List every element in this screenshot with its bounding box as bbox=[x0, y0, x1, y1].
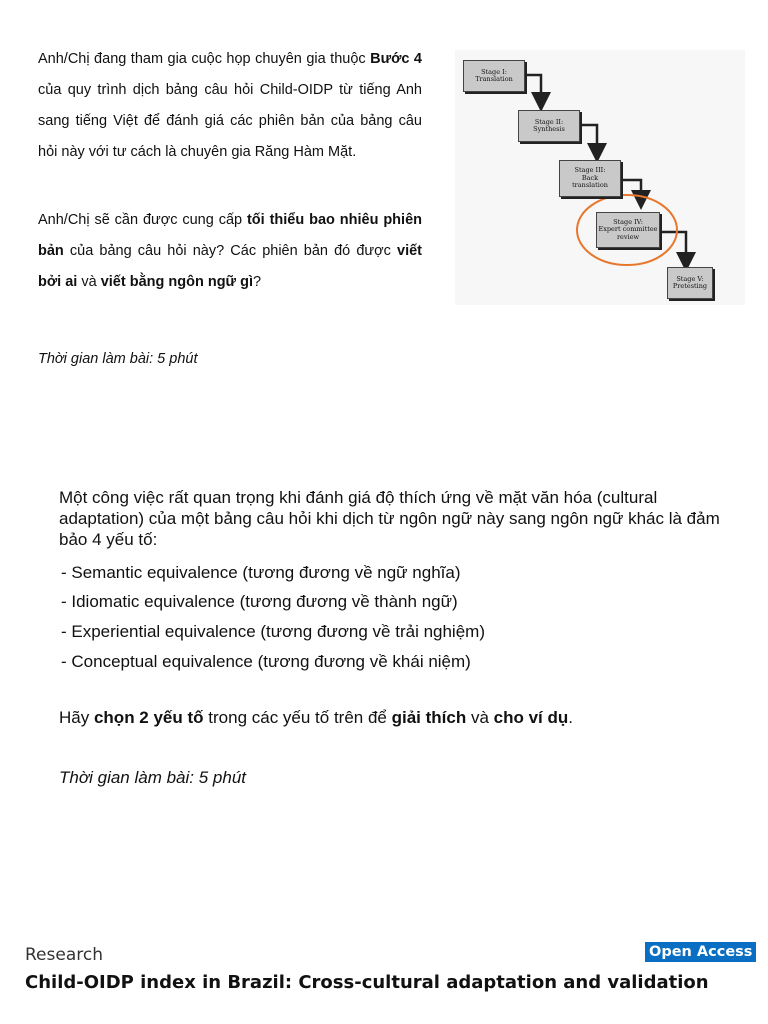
section-label: Research bbox=[25, 945, 103, 965]
equivalence-intro: Một công việc rất quan trọng khi đánh giá độ thích ứng về mặt văn hóa (cultural adaptation) của một bảng câu hỏi khi dịch từ ngôn ngữ này sang ngôn ngữ khác là đảm bảo 4 yếu tố: bbox=[59, 488, 720, 549]
stage-4: Stage IV: Expert committee review bbox=[596, 212, 660, 248]
open-access-badge[interactable]: Open Access bbox=[645, 942, 756, 962]
arrow-1 bbox=[525, 75, 541, 102]
instruction-paragraph-1: Anh/Chị đang tham gia cuộc họp chuyên gia thuộc Bước 4 của quy trình dịch bảng câu hỏi Child-OIDP từ tiếng Anh sang tiếng Việt để đánh giá các phiên bản của bảng câu hỏi này với tư cách là chuyên gia Răng Hàm Mặt. bbox=[38, 51, 422, 160]
stage-1: Stage I: Translation bbox=[463, 60, 525, 92]
time-limit-2: Thời gian làm bài: 5 phút bbox=[59, 768, 246, 787]
article-title[interactable]: Child-OIDP index in Brazil: Cross-cultural adaptation and validation bbox=[25, 972, 709, 993]
step-label: Bước 4 bbox=[370, 51, 422, 67]
stage-3: Stage III: Back translation bbox=[559, 160, 621, 197]
time-limit-1: Thời gian làm bài: 5 phút bbox=[38, 351, 198, 367]
arrow-2 bbox=[580, 125, 597, 153]
list-item: - Experiential equivalence (tương đương về trải nghiệm) bbox=[61, 622, 485, 641]
stage-diagram bbox=[455, 50, 745, 305]
arrow-3 bbox=[621, 180, 641, 200]
task-question: Hãy chọn 2 yếu tố trong các yếu tố trên để giải thích và cho ví dụ. bbox=[59, 708, 573, 727]
stage-5: Stage V: Pretesting bbox=[667, 267, 713, 299]
stage-2: Stage II: Synthesis bbox=[518, 110, 580, 142]
list-item: - Conceptual equivalence (tương đương về khái niệm) bbox=[61, 652, 471, 671]
list-item: - Idiomatic equivalence (tương đương về thành ngữ) bbox=[61, 592, 458, 611]
list-item: - Semantic equivalence (tương đương về ngữ nghĩa) bbox=[61, 563, 461, 582]
instruction-paragraph-2: Anh/Chị sẽ cần được cung cấp tối thiểu bao nhiêu phiên bản của bảng câu hỏi này? Các phiên bản đó được viết bởi ai và viết bằng ngôn ngữ gì? bbox=[38, 212, 422, 290]
arrow-4 bbox=[660, 232, 686, 262]
